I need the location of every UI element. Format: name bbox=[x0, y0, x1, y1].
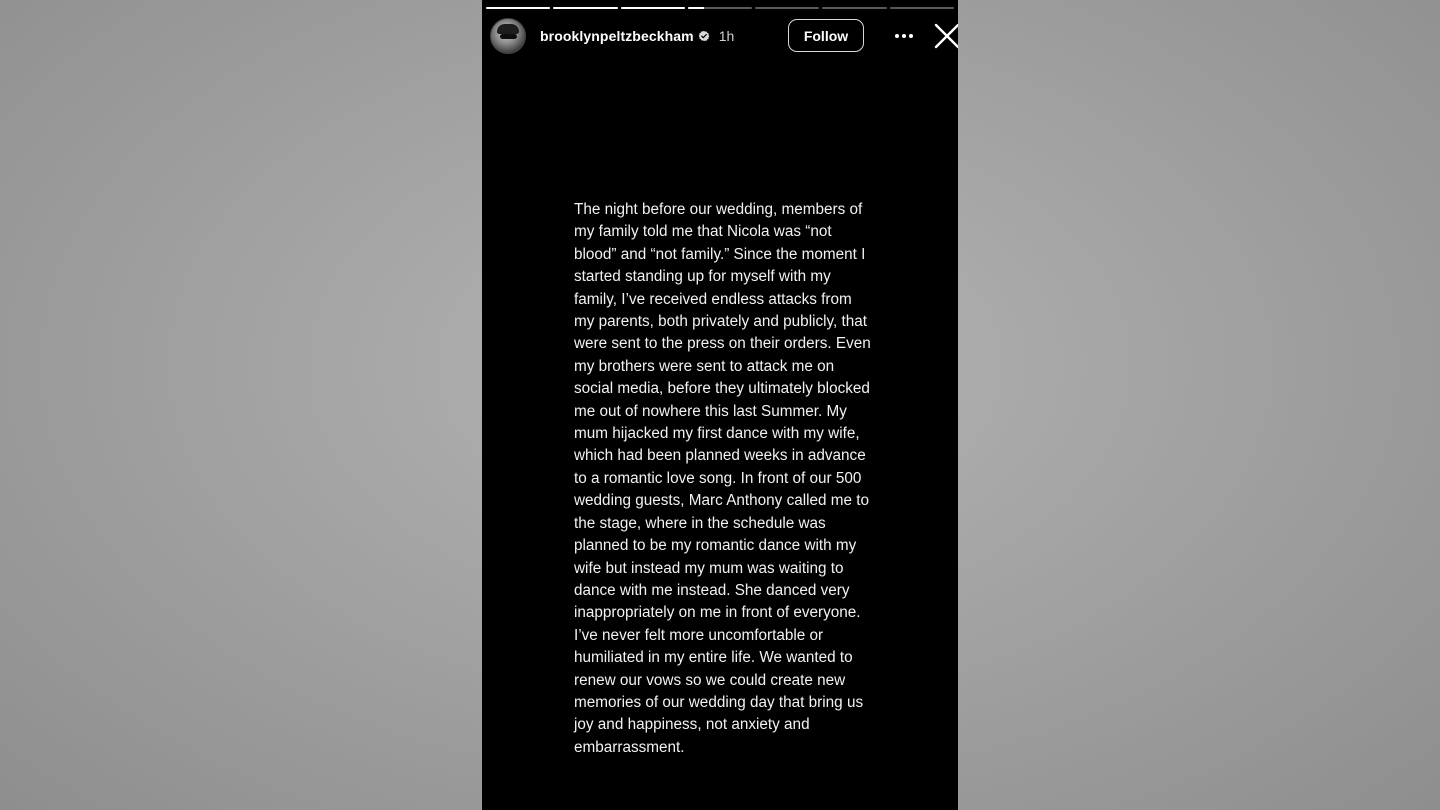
avatar[interactable] bbox=[490, 18, 526, 54]
story-progress-bar bbox=[486, 7, 954, 10]
progress-segment bbox=[621, 7, 685, 9]
username-link[interactable]: brooklynpeltzbeckham bbox=[540, 28, 694, 44]
progress-segment bbox=[890, 7, 954, 9]
verified-badge-icon bbox=[698, 30, 710, 42]
progress-segment-fill bbox=[688, 7, 704, 9]
progress-segment bbox=[822, 7, 886, 9]
progress-segment bbox=[755, 7, 819, 9]
avatar-hat bbox=[497, 24, 519, 34]
avatar-glasses bbox=[500, 34, 517, 39]
progress-segment-fill bbox=[553, 7, 617, 9]
timestamp: 1h bbox=[718, 28, 735, 44]
progress-segment bbox=[553, 7, 617, 9]
more-options-icon bbox=[894, 33, 914, 39]
progress-segment-fill bbox=[486, 7, 550, 9]
story-text: The night before our wedding, members of my family told me that Nicola was “not blood” and “not family.” Since the moment I started standing up for myself with my family, I’ve received endless attacks from my parents, both privately and publicly, that were sent to the press on their orders. Even my brothers were sent to attack me on social media, before they ultimately blocked me out of nowhere this last Summer. My mum hijacked my first dance with my wife, which had been planned weeks in advance to a romantic love song. In front of our 500 wedding guests, Marc Anthony called me to the stage, where in the schedule was planned to be my romantic dance with my wife but instead my mum was waiting to dance with me instead. She danced very inappropriately on me in front of everyone. I’ve never felt more uncomfortable or humiliated in my entire life. We wanted to renew our vows so we could create new memories of our wedding day that bring us joy and happiness, not anxiety and embarrassment. bbox=[574, 201, 871, 756]
progress-segment-fill bbox=[621, 7, 685, 9]
close-icon bbox=[934, 23, 958, 49]
story-viewer[interactable] bbox=[482, 0, 958, 810]
follow-button[interactable]: Follow bbox=[788, 19, 864, 52]
progress-segment bbox=[486, 7, 550, 9]
progress-segment bbox=[688, 7, 752, 9]
story-header bbox=[490, 18, 952, 54]
more-options-button[interactable] bbox=[888, 26, 920, 46]
close-button[interactable] bbox=[934, 23, 958, 49]
